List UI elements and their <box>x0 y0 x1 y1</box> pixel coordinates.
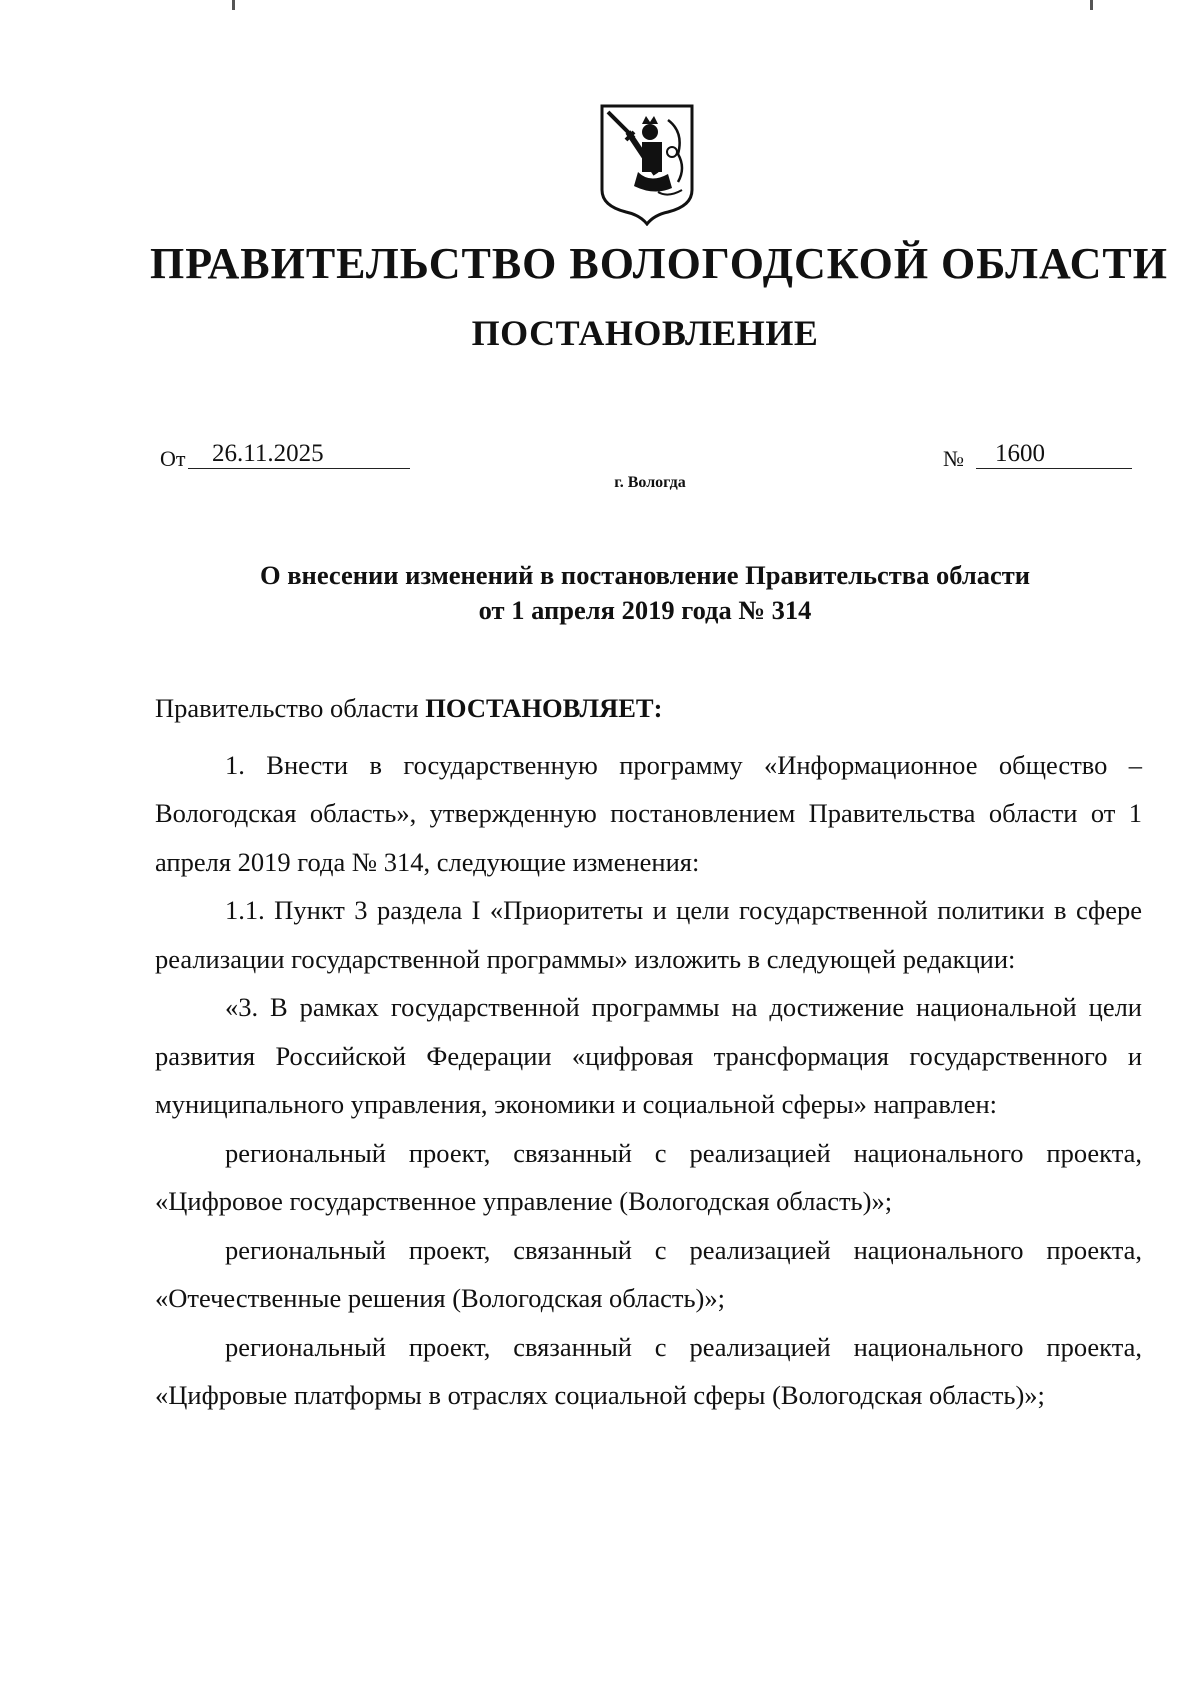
number-prefix: № <box>943 446 964 471</box>
body-paragraph: региональный проект, связанный с реализацией национального проекта, «Отечественные решения (Вологодская область)»; <box>155 1234 1142 1313</box>
intro-resolves: ПОСТАНОВЛЯЕТ: <box>425 693 663 723</box>
body-paragraph: «3. В рамках государственной программы на достижение национальной цели развития Российской Федерации «цифровая трансформация государственного и муниципального управления, экономики и социальной сферы» направлен: <box>155 992 1142 1119</box>
document-date: 26.11.2025 <box>212 440 324 467</box>
scan-mark <box>1090 0 1093 10</box>
body-paragraph: 1. Внести в государственную программу «Информационное общество – Вологодская область», утвержденную постановлением Правительства области от 1 апреля 2019 года № 314, следующие изменения: <box>155 749 1142 877</box>
intro-prefix: Правительство области <box>155 693 419 723</box>
document-type: ПОСТАНОВЛЕНИЕ <box>471 313 819 353</box>
document-city: г. Вологда <box>614 474 686 491</box>
body-paragraph: 1.1. Пункт 3 раздела I «Приоритеты и цели государственной политики в сфере реализации государственной программы» изложить в следующей редакции: <box>155 895 1142 974</box>
vologda-coat-of-arms-icon <box>598 102 696 226</box>
organization-title: ПРАВИТЕЛЬСТВО ВОЛОГОДСКОЙ ОБЛАСТИ <box>150 239 1168 288</box>
document-subject <box>150 558 1140 628</box>
document-body <box>155 684 1142 1420</box>
body-paragraph: региональный проект, связанный с реализацией национального проекта, «Цифровое государственное управление (Вологодская область)»; <box>155 1137 1142 1216</box>
subject-line: О внесении изменений в постановление Правительства области <box>260 560 1030 590</box>
resolution-intro <box>155 684 1142 733</box>
document-number: 1600 <box>995 440 1045 467</box>
scan-mark <box>232 0 235 10</box>
date-prefix: От <box>160 446 186 471</box>
body-paragraph: региональный проект, связанный с реализацией национального проекта, «Цифровые платформы в отраслях социальной сферы (Вологодская область)»; <box>155 1331 1142 1410</box>
subject-line: от 1 апреля 2019 года № 314 <box>478 595 812 625</box>
